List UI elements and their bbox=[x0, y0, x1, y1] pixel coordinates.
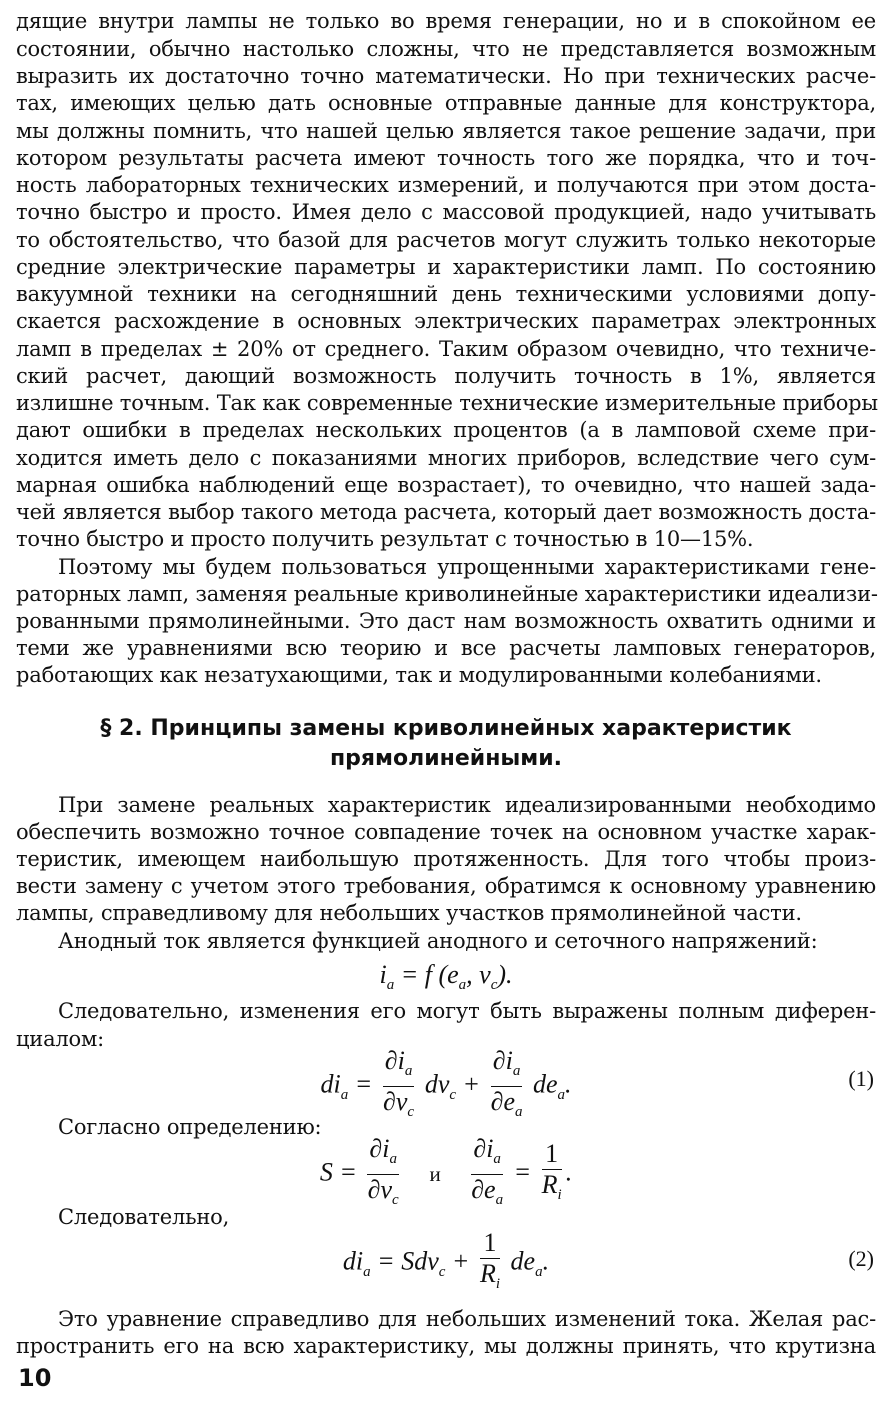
text-line: чей является выбор такого метода расчета, который дает возможность доста- bbox=[16, 500, 876, 524]
text-line: При замене реальных характеристик идеализированными необходимо bbox=[58, 793, 876, 817]
page-number: 10 bbox=[18, 1364, 52, 1392]
text-line: ламп в пределах ± 20% от среднего. Таким образом очевидно, что техниче- bbox=[16, 337, 876, 361]
text-line: Поэтому мы будем пользоваться упрощенными характеристиками гене- bbox=[58, 555, 876, 579]
text-line: обеспечить возможно точное совпадение точек на основном участке харак- bbox=[16, 820, 876, 844]
equation-1-number: (1) bbox=[848, 1066, 874, 1091]
text-line: ходится иметь дело с показаниями многих приборов, вследствие чего сум- bbox=[16, 446, 876, 470]
text-line: Согласно определению: bbox=[58, 1115, 322, 1139]
text-line: точно быстро и просто получить результат с точностью в 10—15%. bbox=[16, 527, 754, 551]
equation-definitions: S = $\frac{\partial i_a}{\partial v_c}$ и $\frac{\partial i_a}{\partial e_a}$ = $\frac{1}{R_i}$ . bbox=[319, 1134, 573, 1209]
text-line: Анодный ток является функцией анодного и сеточного напряжений: bbox=[58, 929, 818, 953]
formula-anode-current: $i_a = f$ ($e_a$, $v_c$). bbox=[379, 960, 513, 994]
and-word: и bbox=[429, 1161, 441, 1186]
text-line: мы должны помнить, что нашей целью является такое решение задачи, при bbox=[16, 119, 876, 143]
equation-1: $di_a$ = $\frac{\partial i_a}{\partial v_c}$ $dv_c$ + $\frac{\partial i_a}{\partial e_a}$ $de_a$. bbox=[320, 1046, 572, 1121]
text-line: состоянии, обычно настолько сложны, что не представляется возможным bbox=[16, 37, 876, 61]
text-line: выразить их достаточно точно математически. Но при технических расче- bbox=[16, 64, 876, 88]
text-line: вакуумной техники на сегодняшний день техническими условиями допу- bbox=[16, 282, 876, 306]
text-line: Это уравнение справедливо для небольших изменений тока. Желая рас- bbox=[58, 1307, 876, 1331]
text-line: излишне точным. Так как современные технические измерительные приборы bbox=[16, 391, 878, 415]
equation-2: $di_a = Sdv_c$ + $\frac{1}{R_i}$ $de_a$. bbox=[342, 1228, 550, 1293]
equation-2-number: (2) bbox=[848, 1246, 874, 1271]
section-heading-continued: прямолинейными. bbox=[329, 746, 563, 771]
section-heading: § 2. Принципы замены криволинейных характеристик bbox=[100, 716, 792, 741]
text-line: раторных ламп, заменяя реальные криволинейные характеристики идеализи- bbox=[16, 582, 878, 606]
text-line: лампы, справедливому для небольших участков прямолинейной части. bbox=[16, 901, 802, 925]
text-line: скается расхождение в основных электрических параметрах электронных bbox=[16, 309, 876, 333]
text-line: работающих как незатухающими, так и модулированными колебаниями. bbox=[16, 663, 822, 687]
text-line: рованными прямолинейными. Это даст нам возможность охватить одними и bbox=[16, 609, 876, 633]
text-line: ский расчет, дающий возможность получить точность в 1%, является bbox=[16, 364, 876, 388]
text-line: дящие внутри лампы не только во время генерации, но и в спокойном ее bbox=[16, 9, 876, 33]
text-line: марная ошибка наблюдений еще возрастает), то очевидно, что нашей зада- bbox=[16, 473, 876, 497]
text-line: тах, имеющих целью дать основные отправные данные для конструктора, bbox=[16, 91, 876, 115]
text-line: теми же уравнениями всю теорию и все расчеты ламповых генераторов, bbox=[16, 636, 876, 660]
text-line: циалом: bbox=[16, 1027, 105, 1051]
text-line: точно быстро и просто. Имея дело с массовой продукцией, надо учитывать bbox=[16, 200, 876, 224]
text-line: Следовательно, bbox=[58, 1205, 230, 1229]
text-line: то обстоятельство, что базой для расчетов могут служить только некоторые bbox=[16, 228, 876, 252]
text-line: дают ошибки в пределах нескольких процентов (а в ламповой схеме при- bbox=[16, 418, 876, 442]
text-line: Следовательно, изменения его могут быть выражены полным диферен- bbox=[58, 999, 876, 1023]
text-line: пространить его на всю характеристику, мы должны принять, что крутизна bbox=[16, 1334, 876, 1358]
text-line: ность лабораторных технических измерений, и получаются при этом доста- bbox=[16, 173, 876, 197]
text-line: теристик, имеющем наибольшую протяженность. Для того чтобы произ- bbox=[16, 847, 876, 871]
text-line: котором результаты расчета имеют точность того же порядка, что и точ- bbox=[16, 146, 876, 170]
text-line: вести замену с учетом этого требования, обратимся к основному уравнению bbox=[16, 874, 876, 898]
text-line: средние электрические параметры и характеристики ламп. По состоянию bbox=[16, 255, 876, 279]
